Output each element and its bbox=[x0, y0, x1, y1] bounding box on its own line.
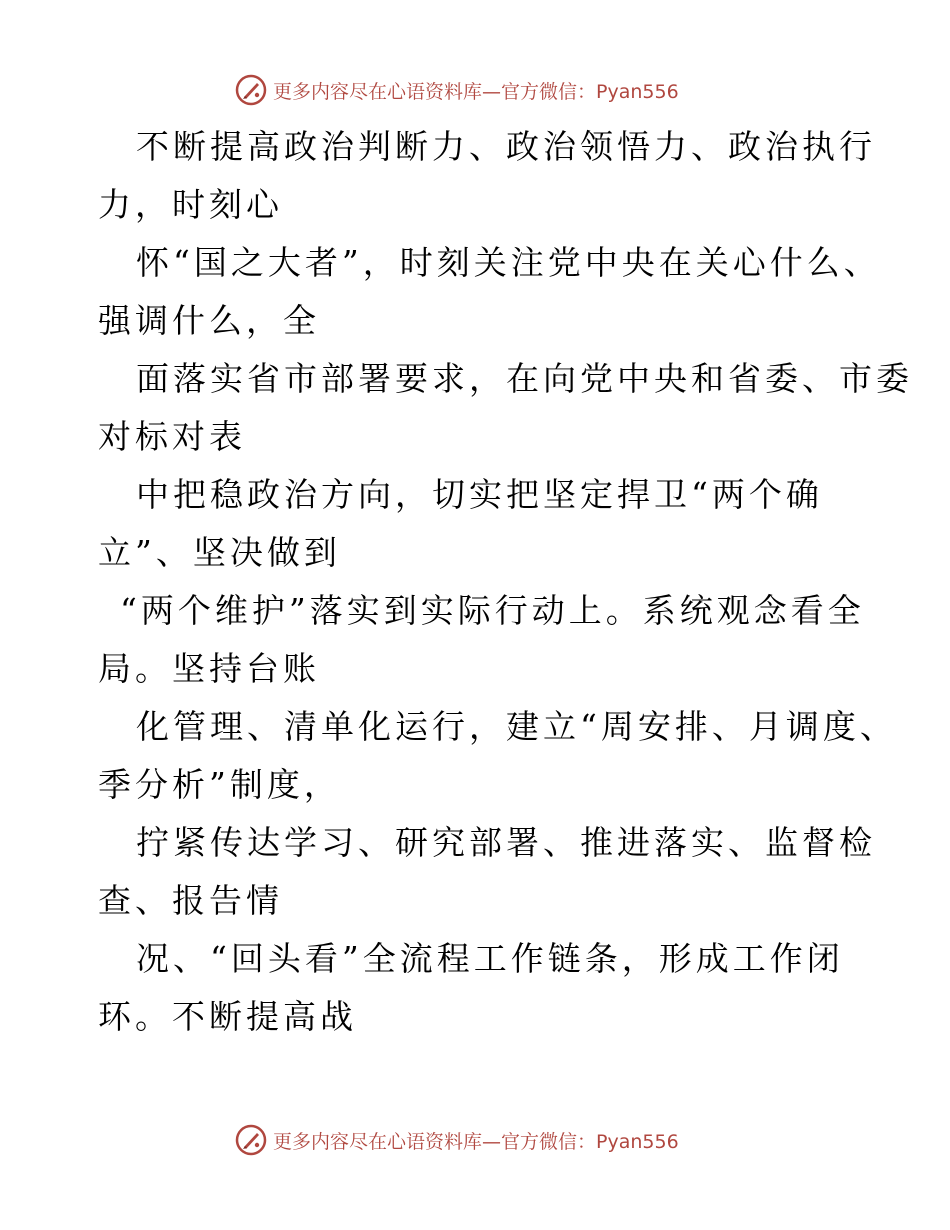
footer-banner bbox=[235, 1122, 755, 1158]
text-line: 面落实省市部署要求，在向党中央和省委、市委 bbox=[136, 359, 913, 398]
text-line: 拧紧传达学习、研究部署、推进落实、监督检 bbox=[136, 823, 876, 862]
text-line: 怀“国之大者”，时刻关注党中央在关心什么、 bbox=[136, 243, 881, 282]
footer-banner-text: 更多内容尽在心语资料库—官方微信：Pyan556 bbox=[273, 1130, 679, 1153]
header-banner-text: 更多内容尽在心语资料库—官方微信：Pyan556 bbox=[273, 80, 679, 103]
text-line: “两个维护”落实到实际行动上。系统观念看全 bbox=[120, 591, 865, 630]
header-banner bbox=[235, 72, 755, 108]
text-line: 况、“回头看”全流程工作链条，形成工作闭 bbox=[136, 939, 844, 978]
document-body bbox=[98, 118, 913, 1046]
text-line: 环。不断提高战 bbox=[98, 997, 357, 1036]
text-line: 季分析”制度， bbox=[98, 765, 341, 804]
text-line: 不断提高政治判断力、政治领悟力、政治执行 bbox=[136, 127, 876, 166]
quill-pen-logo-icon bbox=[235, 74, 267, 106]
quill-pen-logo-icon bbox=[235, 1124, 267, 1156]
text-line: 力，时刻心 bbox=[98, 185, 283, 224]
text-line: 局。坚持台账 bbox=[98, 649, 320, 688]
text-line: 查、报告情 bbox=[98, 881, 283, 920]
text-line: 立”、坚决做到 bbox=[98, 533, 341, 572]
text-line: 强调什么，全 bbox=[98, 301, 320, 340]
text-line: 中把稳政治方向，切实把坚定捍卫“两个确 bbox=[136, 475, 823, 514]
text-line: 对标对表 bbox=[98, 417, 246, 456]
text-line: 化管理、清单化运行，建立“周安排、月调度、 bbox=[136, 707, 897, 746]
